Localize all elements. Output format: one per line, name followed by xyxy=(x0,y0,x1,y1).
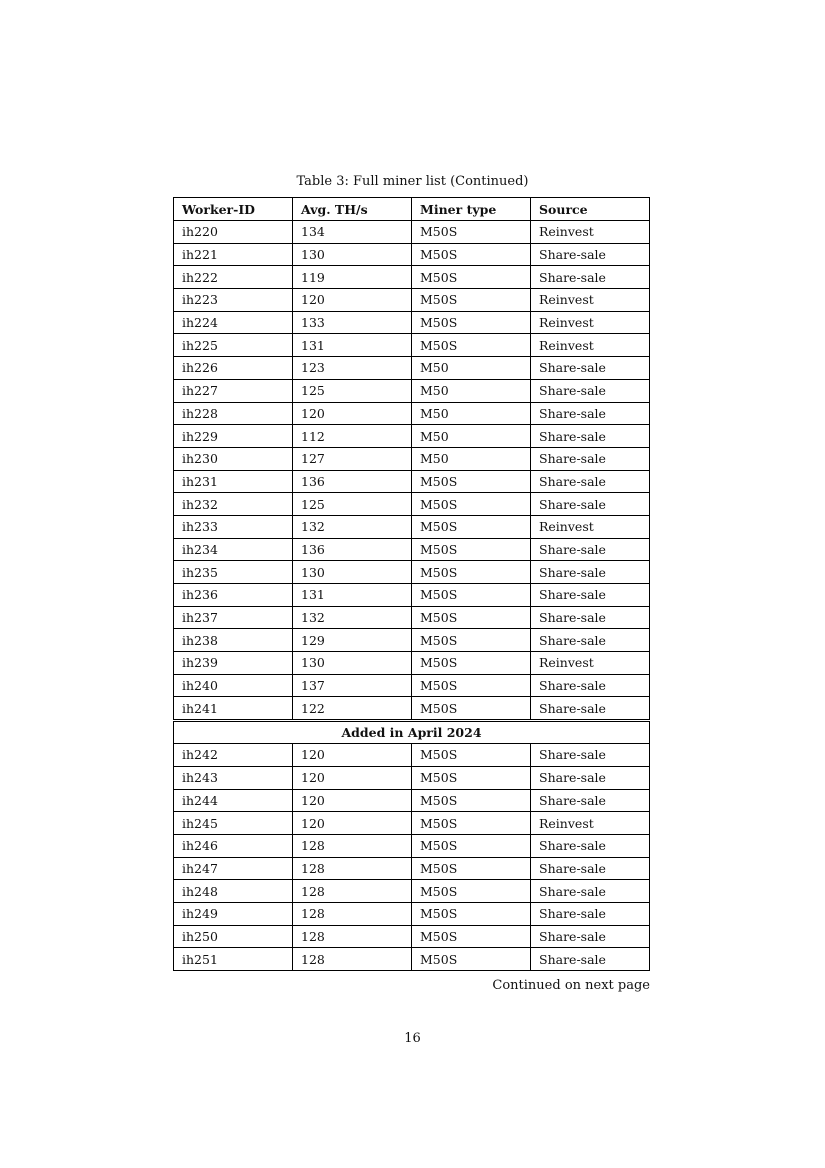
worker-id-cell: ih234 xyxy=(174,538,293,561)
worker-id-cell: ih240 xyxy=(174,674,293,697)
source-cell: Reinvest xyxy=(531,289,650,312)
avg-ths-cell: 128 xyxy=(293,925,412,948)
source-cell: Share-sale xyxy=(531,834,650,857)
source-cell: Share-sale xyxy=(531,243,650,266)
source-cell: Share-sale xyxy=(531,744,650,767)
avg-ths-cell: 128 xyxy=(293,880,412,903)
table-row xyxy=(174,902,650,925)
table-row xyxy=(174,948,650,971)
miner-type-cell: M50S xyxy=(412,697,531,721)
source-cell: Share-sale xyxy=(531,925,650,948)
avg-ths-cell: 112 xyxy=(293,425,412,448)
miner-type-cell: M50 xyxy=(412,379,531,402)
source-cell: Share-sale xyxy=(531,357,650,380)
miner-type-cell: M50S xyxy=(412,857,531,880)
table-row xyxy=(174,766,650,789)
table-row xyxy=(174,470,650,493)
worker-id-cell: ih241 xyxy=(174,697,293,721)
table-row xyxy=(174,221,650,244)
avg-ths-cell: 123 xyxy=(293,357,412,380)
source-cell: Reinvest xyxy=(531,515,650,538)
source-cell: Share-sale xyxy=(531,425,650,448)
source-cell: Share-sale xyxy=(531,470,650,493)
avg-ths-cell: 119 xyxy=(293,266,412,289)
table-row xyxy=(174,812,650,835)
worker-id-cell: ih222 xyxy=(174,266,293,289)
source-cell: Share-sale xyxy=(531,584,650,607)
table-row xyxy=(174,493,650,516)
table-row xyxy=(174,584,650,607)
avg-ths-cell: 130 xyxy=(293,652,412,675)
miner-type-cell: M50 xyxy=(412,357,531,380)
table-caption: Table 3: Full miner list (Continued) xyxy=(296,174,529,189)
worker-id-cell: ih249 xyxy=(174,902,293,925)
worker-id-cell: ih227 xyxy=(174,379,293,402)
worker-id-cell: ih243 xyxy=(174,766,293,789)
avg-ths-cell: 130 xyxy=(293,561,412,584)
miner-type-cell: M50S xyxy=(412,880,531,903)
source-cell: Share-sale xyxy=(531,402,650,425)
avg-ths-cell: 120 xyxy=(293,789,412,812)
avg-ths-cell: 134 xyxy=(293,221,412,244)
source-cell: Share-sale xyxy=(531,266,650,289)
miner-type-cell: M50S xyxy=(412,515,531,538)
avg-ths-cell: 120 xyxy=(293,289,412,312)
source-cell: Reinvest xyxy=(531,652,650,675)
miner-type-cell: M50S xyxy=(412,243,531,266)
source-cell: Reinvest xyxy=(531,334,650,357)
worker-id-cell: ih236 xyxy=(174,584,293,607)
worker-id-cell: ih230 xyxy=(174,447,293,470)
miner-type-cell: M50S xyxy=(412,538,531,561)
source-cell: Share-sale xyxy=(531,629,650,652)
table-row xyxy=(174,674,650,697)
avg-ths-cell: 133 xyxy=(293,311,412,334)
table-row xyxy=(174,834,650,857)
avg-ths-cell: 132 xyxy=(293,606,412,629)
miner-type-cell: M50S xyxy=(412,289,531,312)
avg-ths-cell: 132 xyxy=(293,515,412,538)
table-row xyxy=(174,629,650,652)
avg-ths-cell: 125 xyxy=(293,493,412,516)
miner-type-cell: M50S xyxy=(412,266,531,289)
worker-id-cell: ih235 xyxy=(174,561,293,584)
worker-id-cell: ih245 xyxy=(174,812,293,835)
avg-ths-cell: 137 xyxy=(293,674,412,697)
source-cell: Share-sale xyxy=(531,697,650,721)
column-header-worker-id: Worker-ID xyxy=(174,198,293,221)
source-cell: Share-sale xyxy=(531,674,650,697)
source-cell: Share-sale xyxy=(531,538,650,561)
avg-ths-cell: 136 xyxy=(293,470,412,493)
avg-ths-cell: 128 xyxy=(293,948,412,971)
source-cell: Share-sale xyxy=(531,948,650,971)
source-cell: Share-sale xyxy=(531,606,650,629)
miner-type-cell: M50S xyxy=(412,789,531,812)
worker-id-cell: ih226 xyxy=(174,357,293,380)
worker-id-cell: ih246 xyxy=(174,834,293,857)
miner-type-cell: M50S xyxy=(412,902,531,925)
table-row xyxy=(174,357,650,380)
avg-ths-cell: 128 xyxy=(293,834,412,857)
table-row xyxy=(174,925,650,948)
miner-type-cell: M50S xyxy=(412,311,531,334)
miner-type-cell: M50S xyxy=(412,834,531,857)
miner-type-cell: M50S xyxy=(412,652,531,675)
miner-type-cell: M50S xyxy=(412,766,531,789)
avg-ths-cell: 131 xyxy=(293,584,412,607)
miner-type-cell: M50 xyxy=(412,447,531,470)
avg-ths-cell: 136 xyxy=(293,538,412,561)
continued-note: Continued on next page xyxy=(492,978,650,993)
table-header xyxy=(174,198,650,221)
header-row xyxy=(174,198,650,221)
table-row xyxy=(174,561,650,584)
miner-type-cell: M50S xyxy=(412,674,531,697)
table-row xyxy=(174,515,650,538)
miner-type-cell: M50 xyxy=(412,425,531,448)
worker-id-cell: ih233 xyxy=(174,515,293,538)
worker-id-cell: ih221 xyxy=(174,243,293,266)
miner-type-cell: M50S xyxy=(412,629,531,652)
table-row xyxy=(174,447,650,470)
worker-id-cell: ih224 xyxy=(174,311,293,334)
avg-ths-cell: 120 xyxy=(293,766,412,789)
worker-id-cell: ih229 xyxy=(174,425,293,448)
avg-ths-cell: 130 xyxy=(293,243,412,266)
worker-id-cell: ih228 xyxy=(174,402,293,425)
avg-ths-cell: 127 xyxy=(293,447,412,470)
worker-id-cell: ih238 xyxy=(174,629,293,652)
miner-type-cell: M50S xyxy=(412,334,531,357)
group-row xyxy=(174,721,650,744)
table-row xyxy=(174,652,650,675)
miner-type-cell: M50S xyxy=(412,812,531,835)
worker-id-cell: ih232 xyxy=(174,493,293,516)
miner-type-cell: M50S xyxy=(412,221,531,244)
miner-type-cell: M50S xyxy=(412,744,531,767)
worker-id-cell: ih220 xyxy=(174,221,293,244)
avg-ths-cell: 120 xyxy=(293,744,412,767)
source-cell: Reinvest xyxy=(531,221,650,244)
source-cell: Share-sale xyxy=(531,447,650,470)
avg-ths-cell: 122 xyxy=(293,697,412,721)
table-row xyxy=(174,289,650,312)
table-row xyxy=(174,425,650,448)
worker-id-cell: ih225 xyxy=(174,334,293,357)
avg-ths-cell: 131 xyxy=(293,334,412,357)
group-label: Added in April 2024 xyxy=(174,721,650,744)
avg-ths-cell: 125 xyxy=(293,379,412,402)
miner-type-cell: M50S xyxy=(412,561,531,584)
source-cell: Share-sale xyxy=(531,902,650,925)
miner-type-cell: M50S xyxy=(412,470,531,493)
table-row xyxy=(174,880,650,903)
table-row xyxy=(174,243,650,266)
table-row xyxy=(174,697,650,721)
miner-type-cell: M50S xyxy=(412,925,531,948)
worker-id-cell: ih244 xyxy=(174,789,293,812)
worker-id-cell: ih242 xyxy=(174,744,293,767)
table-row xyxy=(174,334,650,357)
worker-id-cell: ih239 xyxy=(174,652,293,675)
avg-ths-cell: 128 xyxy=(293,902,412,925)
column-header-source: Source xyxy=(531,198,650,221)
miner-type-cell: M50S xyxy=(412,584,531,607)
miner-type-cell: M50S xyxy=(412,606,531,629)
worker-id-cell: ih251 xyxy=(174,948,293,971)
worker-id-cell: ih250 xyxy=(174,925,293,948)
source-cell: Share-sale xyxy=(531,880,650,903)
source-cell: Share-sale xyxy=(531,493,650,516)
miner-type-cell: M50S xyxy=(412,948,531,971)
source-cell: Reinvest xyxy=(531,311,650,334)
table-row xyxy=(174,402,650,425)
column-header-miner-type: Miner type xyxy=(412,198,531,221)
avg-ths-cell: 120 xyxy=(293,402,412,425)
table-row xyxy=(174,379,650,402)
miner-type-cell: M50S xyxy=(412,493,531,516)
source-cell: Share-sale xyxy=(531,766,650,789)
table-row xyxy=(174,857,650,880)
miner-type-cell: M50 xyxy=(412,402,531,425)
miner-table xyxy=(173,197,650,971)
table-body xyxy=(174,221,650,971)
source-cell: Share-sale xyxy=(531,561,650,584)
page-number: 16 xyxy=(404,1031,421,1046)
source-cell: Share-sale xyxy=(531,857,650,880)
source-cell: Reinvest xyxy=(531,812,650,835)
worker-id-cell: ih231 xyxy=(174,470,293,493)
source-cell: Share-sale xyxy=(531,379,650,402)
column-header-avg-ths: Avg. TH/s xyxy=(293,198,412,221)
table-row xyxy=(174,789,650,812)
table-row xyxy=(174,606,650,629)
worker-id-cell: ih237 xyxy=(174,606,293,629)
avg-ths-cell: 129 xyxy=(293,629,412,652)
source-cell: Share-sale xyxy=(531,789,650,812)
avg-ths-cell: 128 xyxy=(293,857,412,880)
table-row xyxy=(174,744,650,767)
worker-id-cell: ih248 xyxy=(174,880,293,903)
table-row xyxy=(174,538,650,561)
worker-id-cell: ih247 xyxy=(174,857,293,880)
avg-ths-cell: 120 xyxy=(293,812,412,835)
worker-id-cell: ih223 xyxy=(174,289,293,312)
table-row xyxy=(174,311,650,334)
table-row xyxy=(174,266,650,289)
